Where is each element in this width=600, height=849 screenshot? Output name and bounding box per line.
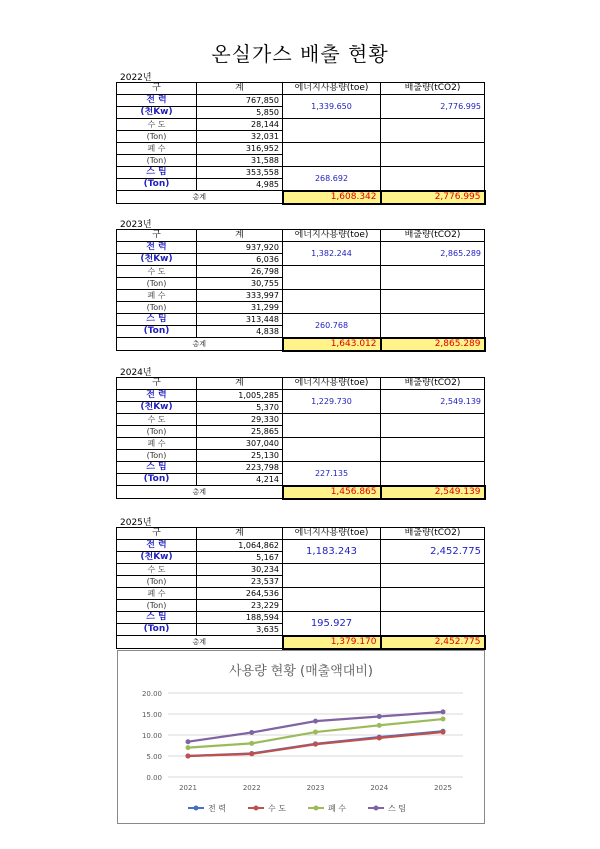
category-unit: (Ton) <box>117 155 197 167</box>
empty-cell <box>381 266 485 290</box>
empty-cell <box>381 143 485 167</box>
value-cell: 767,850 <box>197 95 283 107</box>
value-cell: 26,798 <box>197 266 283 278</box>
value-cell: 4,214 <box>197 474 283 486</box>
header-gu: 구 <box>117 230 197 242</box>
header-gye: 계 <box>197 83 283 95</box>
header-emission: 배출량(tCO2) <box>381 528 485 540</box>
empty-cell <box>283 143 381 167</box>
year-label: 2025년 <box>120 518 152 528</box>
electric-energy: 1,339.650 <box>283 95 381 119</box>
steam-energy: 260.768 <box>283 314 381 338</box>
category-name: 스 팀 <box>117 612 197 624</box>
electric-energy: 1,183.243 <box>283 540 381 564</box>
header-emission: 배출량(tCO2) <box>381 378 485 390</box>
header-gye: 계 <box>197 230 283 242</box>
legend-marker <box>194 806 199 811</box>
value-cell: 188,594 <box>197 612 283 624</box>
total-energy: 1,643.012 <box>283 338 381 351</box>
chart-svg <box>118 651 484 823</box>
total-label: 총계 <box>117 486 283 499</box>
electric-emission: 2,549.139 <box>381 390 485 414</box>
steam-energy: 195.927 <box>283 612 381 636</box>
steam-energy: 268.692 <box>283 167 381 191</box>
electric-energy: 1,382.244 <box>283 242 381 266</box>
legend-marker <box>374 806 379 811</box>
header-gu: 구 <box>117 528 197 540</box>
category-unit: (천Kw) <box>117 552 197 564</box>
category-unit: (Ton) <box>117 576 197 588</box>
emission-table <box>116 229 486 352</box>
header-emission: 배출량(tCO2) <box>381 83 485 95</box>
header-gu: 구 <box>117 378 197 390</box>
total-emission: 2,549.139 <box>381 486 485 499</box>
empty-cell <box>283 119 381 143</box>
category-unit: (Ton) <box>117 450 197 462</box>
steam-emission <box>381 167 485 191</box>
category-name: 폐 수 <box>117 438 197 450</box>
category-unit: (Ton) <box>117 131 197 143</box>
category-unit: (Ton) <box>117 474 197 486</box>
total-label: 총계 <box>117 338 283 351</box>
emission-table <box>116 527 486 650</box>
value-cell: 31,299 <box>197 302 283 314</box>
value-cell: 29,330 <box>197 414 283 426</box>
data-point <box>313 719 318 724</box>
empty-cell <box>283 438 381 462</box>
value-cell: 937,920 <box>197 242 283 254</box>
value-cell: 5,167 <box>197 552 283 564</box>
electric-emission: 2,865.289 <box>381 242 485 266</box>
category-name: 스 팀 <box>117 314 197 326</box>
total-emission: 2,865.289 <box>381 338 485 351</box>
steam-energy: 227.135 <box>283 462 381 486</box>
value-cell: 25,130 <box>197 450 283 462</box>
category-name: 전 력 <box>117 242 197 254</box>
data-point <box>186 739 191 744</box>
empty-cell <box>381 290 485 314</box>
category-unit: (Ton) <box>117 624 197 636</box>
legend-marker <box>314 806 319 811</box>
value-cell: 30,755 <box>197 278 283 290</box>
empty-cell <box>283 564 381 588</box>
y-tick-label: 10.00 <box>141 732 162 740</box>
category-name: 폐 수 <box>117 588 197 600</box>
y-tick-label: 15.00 <box>141 711 162 719</box>
value-cell: 4,985 <box>197 179 283 191</box>
value-cell: 223,798 <box>197 462 283 474</box>
empty-cell <box>283 266 381 290</box>
value-cell: 316,952 <box>197 143 283 155</box>
total-emission: 2,452.775 <box>381 636 485 649</box>
value-cell: 6,036 <box>197 254 283 266</box>
electric-energy: 1,229.730 <box>283 390 381 414</box>
category-name: 스 팀 <box>117 462 197 474</box>
data-point <box>441 709 446 714</box>
value-cell: 1,005,285 <box>197 390 283 402</box>
y-tick-label: 5.00 <box>146 753 162 761</box>
year-label: 2022년 <box>120 73 152 83</box>
category-name: 수 도 <box>117 564 197 576</box>
series-line <box>188 712 443 742</box>
value-cell: 5,370 <box>197 402 283 414</box>
category-name: 폐 수 <box>117 143 197 155</box>
value-cell: 333,997 <box>197 290 283 302</box>
category-name: 수 도 <box>117 414 197 426</box>
header-gye: 계 <box>197 528 283 540</box>
total-energy: 1,456.865 <box>283 486 381 499</box>
value-cell: 31,588 <box>197 155 283 167</box>
total-energy: 1,608.342 <box>283 191 381 204</box>
category-name: 스 팀 <box>117 167 197 179</box>
x-tick-label: 2021 <box>179 784 197 792</box>
category-unit: (Ton) <box>117 326 197 338</box>
category-name: 수 도 <box>117 119 197 131</box>
value-cell: 25,865 <box>197 426 283 438</box>
steam-emission <box>381 612 485 636</box>
category-unit: (Ton) <box>117 600 197 612</box>
empty-cell <box>283 588 381 612</box>
y-tick-label: 0.00 <box>146 774 162 782</box>
data-point <box>249 751 254 756</box>
x-tick-label: 2022 <box>242 784 261 792</box>
value-cell: 23,229 <box>197 600 283 612</box>
value-cell: 32,031 <box>197 131 283 143</box>
data-point <box>186 745 191 750</box>
category-unit: (Ton) <box>117 179 197 191</box>
value-cell: 30,234 <box>197 564 283 576</box>
data-point <box>313 742 318 747</box>
legend-label: 폐 수 <box>328 804 346 813</box>
emission-table <box>116 82 486 205</box>
electric-emission: 2,776.995 <box>381 95 485 119</box>
empty-cell <box>283 290 381 314</box>
page-title: 온실가스 배출 현황 <box>211 42 389 66</box>
header-energy: 에너지사용량(toe) <box>283 378 381 390</box>
data-point <box>441 717 446 722</box>
electric-emission: 2,452.775 <box>381 540 485 564</box>
x-tick-label: 2024 <box>370 784 389 792</box>
data-point <box>377 714 382 719</box>
usage-line-chart <box>117 650 485 824</box>
data-point <box>377 723 382 728</box>
category-name: 전 력 <box>117 390 197 402</box>
data-point <box>441 730 446 735</box>
empty-cell <box>283 414 381 438</box>
data-point <box>186 754 191 759</box>
legend-label: 전 력 <box>208 804 226 813</box>
legend-label: 스 팀 <box>388 804 406 813</box>
category-name: 전 력 <box>117 540 197 552</box>
legend-marker <box>254 806 259 811</box>
value-cell: 353,558 <box>197 167 283 179</box>
emission-table <box>116 377 486 500</box>
value-cell: 3,635 <box>197 624 283 636</box>
value-cell: 4,838 <box>197 326 283 338</box>
category-unit: (Ton) <box>117 426 197 438</box>
legend-label: 수 도 <box>268 804 286 813</box>
header-energy: 에너지사용량(toe) <box>283 528 381 540</box>
value-cell: 5,850 <box>197 107 283 119</box>
empty-cell <box>381 119 485 143</box>
year-label: 2024년 <box>120 368 152 378</box>
data-point <box>249 741 254 746</box>
header-emission: 배출량(tCO2) <box>381 230 485 242</box>
empty-cell <box>381 564 485 588</box>
value-cell: 28,144 <box>197 119 283 131</box>
chart-title: 사용량 현황 (매출액대비) <box>229 664 373 679</box>
value-cell: 23,537 <box>197 576 283 588</box>
header-energy: 에너지사용량(toe) <box>283 83 381 95</box>
x-tick-label: 2025 <box>434 784 452 792</box>
category-unit: (Ton) <box>117 302 197 314</box>
category-unit: (천Kw) <box>117 107 197 119</box>
data-point <box>313 730 318 735</box>
empty-cell <box>381 588 485 612</box>
data-point <box>377 735 382 740</box>
year-label: 2023년 <box>120 220 152 230</box>
total-label: 총계 <box>117 636 283 649</box>
value-cell: 313,448 <box>197 314 283 326</box>
category-name: 폐 수 <box>117 290 197 302</box>
steam-emission <box>381 462 485 486</box>
empty-cell <box>381 414 485 438</box>
category-unit: (Ton) <box>117 278 197 290</box>
total-emission: 2,776.995 <box>381 191 485 204</box>
x-tick-label: 2023 <box>306 784 325 792</box>
category-name: 수 도 <box>117 266 197 278</box>
value-cell: 307,040 <box>197 438 283 450</box>
header-gye: 계 <box>197 378 283 390</box>
total-label: 총계 <box>117 191 283 204</box>
steam-emission <box>381 314 485 338</box>
value-cell: 264,536 <box>197 588 283 600</box>
total-energy: 1,379.170 <box>283 636 381 649</box>
value-cell: 1,064,862 <box>197 540 283 552</box>
header-energy: 에너지사용량(toe) <box>283 230 381 242</box>
header-gu: 구 <box>117 83 197 95</box>
category-name: 전 력 <box>117 95 197 107</box>
data-point <box>249 730 254 735</box>
category-unit: (천Kw) <box>117 402 197 414</box>
category-unit: (천Kw) <box>117 254 197 266</box>
empty-cell <box>381 438 485 462</box>
y-tick-label: 20.00 <box>141 690 162 698</box>
